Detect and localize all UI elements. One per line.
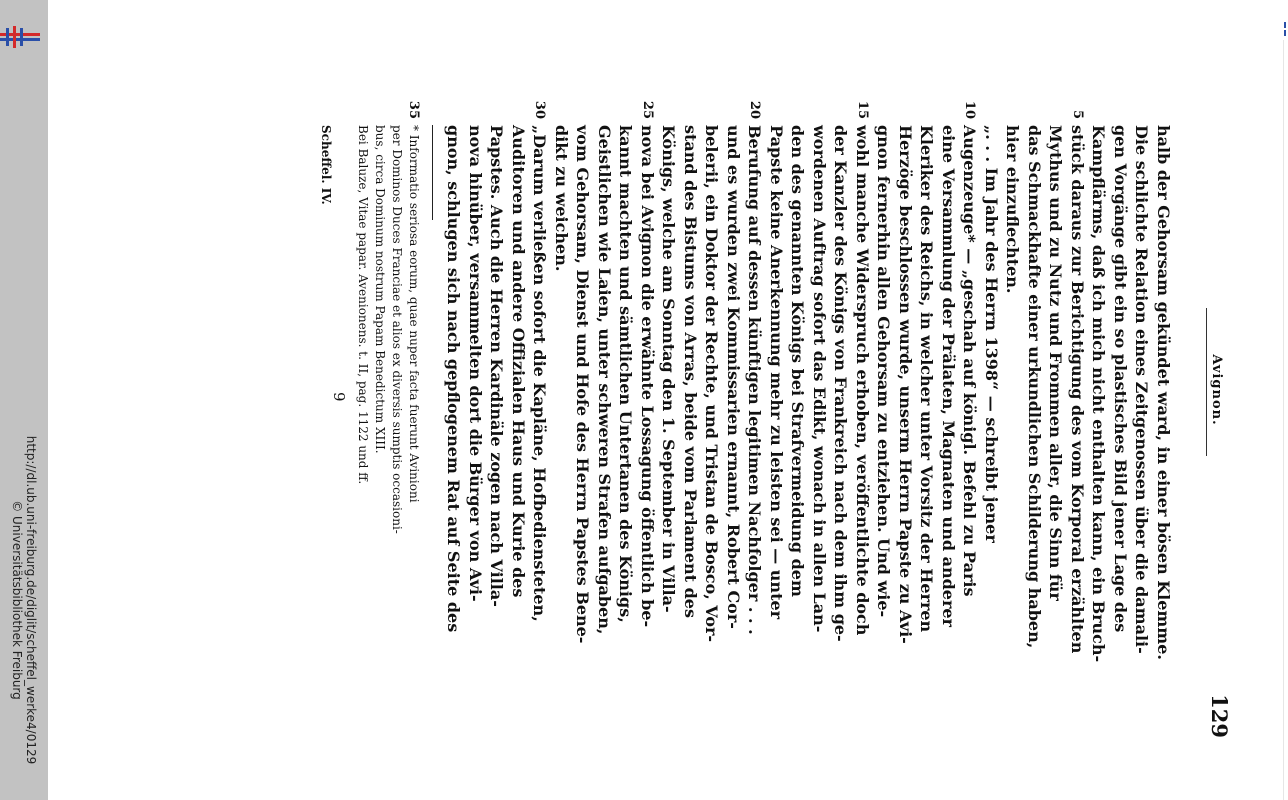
- text-line: [637, 100, 659, 725]
- viewer-source-text: [10, 436, 38, 765]
- line-text: wordenen Auftrag sofort das Edikt, wonach in allen Lan-: [810, 125, 829, 633]
- text-line: [1088, 125, 1110, 725]
- text-line: [354, 125, 371, 725]
- text-line: [388, 125, 405, 725]
- line-text: Auditoren und andere Offizialen Haus und Kurie des: [509, 125, 528, 598]
- text-line: [615, 125, 637, 725]
- line-text: gnon fernerhin allen Gehorsam zu entziehen. Und wie-: [874, 125, 894, 618]
- line-text: Mythus und zu Nutz und Frommen aller, die Sinn für: [1046, 125, 1066, 601]
- line-text: nova hinüber, versammelten dort die Bürger von Avi-: [466, 125, 485, 602]
- text-line: [981, 125, 1003, 725]
- line-text: Kampflärms, daß ich mich nicht enthalten kann, ein Bruch-: [1089, 125, 1109, 663]
- text-line: [744, 100, 766, 725]
- line-text: belerii, ein Doktor der Rechte, und Tristan de Bosco, Vor-: [702, 125, 722, 643]
- viewer-edge-line: [1283, 40, 1284, 800]
- line-text: „. . . Im Jahr des Herrn 1398“ — schreibt jener: [982, 125, 1001, 543]
- text-line: [895, 125, 917, 725]
- text-line: [405, 100, 422, 725]
- line-number: 30: [532, 100, 548, 119]
- line-text: gen Vorgänge gibt ein so plastisches Bild jener Lage des: [1111, 125, 1130, 633]
- text-line: [1045, 125, 1067, 725]
- line-text: bus, circa Dominum nostrum Papam Benedictum XIII.: [373, 125, 387, 454]
- text-line: [959, 100, 981, 725]
- line-number: 15: [855, 100, 870, 119]
- line-text: Bei Baluze, Vitae papar. Avenionens. t. II, pag. 1122 und ff.: [356, 125, 370, 485]
- text-line: [572, 125, 594, 725]
- line-number: 35: [406, 100, 421, 119]
- line-text: Papste keine Anerkennung mehr zu leisten sei — unter: [767, 125, 786, 620]
- page-number: 129: [1207, 694, 1232, 738]
- line-text: kannt machten und sämtlichen Untertanen des Königs,: [616, 125, 636, 623]
- line-text: Kleriker des Reichs, in welcher unter Vorsitz der Herren: [917, 125, 937, 633]
- text-line: [551, 125, 573, 725]
- line-number: 5: [1070, 109, 1085, 119]
- viewer-sidebar: [0, 0, 48, 800]
- line-text: Berufung auf dessen künftigen legitimen Nachfolger . . .: [745, 125, 765, 635]
- copyright-notice: © Universitätsbibliothek Freiburg: [10, 500, 24, 700]
- line-number: 10: [962, 100, 978, 119]
- text-line: [1002, 125, 1024, 725]
- text-line: [809, 125, 831, 725]
- line-text: Königs, welche am Sonntag den 1. September in Villa-: [659, 125, 679, 613]
- text-line: [701, 125, 723, 725]
- line-text: Augenzeuge* — „geschah auf königl. Befehl zu Paris: [960, 125, 980, 597]
- line-text: Herzöge beschlossen wurde, unserm Herrn Papste zu Avi-: [896, 125, 915, 644]
- signature-number: 9: [330, 392, 348, 402]
- text-line: [830, 125, 852, 725]
- line-text: den des genannten Königs bei Strafvermeidung dem: [788, 125, 808, 597]
- text-line: [594, 125, 616, 725]
- line-text: hier einzuflechten.: [1003, 125, 1023, 294]
- line-number: 25: [640, 100, 655, 119]
- text-line: [1110, 125, 1132, 725]
- line-text: Papstes. Auch die Herren Kardinäle zogen nach Villa-: [487, 125, 507, 607]
- line-text: nova bei Avignon die erwähnte Lossagung öffentlich be-: [638, 125, 657, 628]
- text-line: [1024, 125, 1046, 725]
- line-text: per Dominos Duces Franciae et alios ex diversis sumptis occasioni-: [390, 125, 404, 534]
- text-line: [508, 125, 530, 725]
- line-text: „Darum verließen sofort die Kapläne, Hofbediensteten,: [530, 125, 550, 622]
- text-line: [852, 100, 874, 725]
- text-line: [486, 125, 508, 725]
- line-text: eine Versammlung der Prälaten, Magnaten und anderer: [939, 125, 958, 627]
- line-text: das Schmackhafte einer urkundlichen Schilderung haben,: [1025, 125, 1044, 649]
- text-line: [766, 125, 788, 725]
- text-line: [1153, 125, 1175, 725]
- line-text: halb der Gehorsam gekündet ward, in einer bösen Klemme.: [1154, 125, 1173, 660]
- line-text: gnon, schlugen sich nach gepflogenem Rat auf Seite des: [444, 125, 464, 633]
- text-line: [873, 125, 895, 725]
- line-text: vom Gehorsam, Dienst und Hofe des Herrn Papstes Bene-: [573, 125, 593, 644]
- text-line: [723, 125, 745, 725]
- text-line: [916, 125, 938, 725]
- line-number: 20: [747, 100, 763, 119]
- footnote: [354, 100, 422, 725]
- scanned-page: [228, 40, 1238, 760]
- line-text: stand des Bistums von Arras, beide vom Parlament des: [681, 125, 700, 618]
- main-text: [443, 100, 1174, 725]
- text-line: [1131, 125, 1153, 725]
- line-text: der Kanzler des Königs von Frankreich nach dem ihm ge-: [831, 125, 851, 642]
- library-logo-icon: [0, 22, 40, 52]
- running-header: Avignon.: [1209, 354, 1224, 426]
- line-text: wohl manche Widerspruch erhoben, veröffentlichte doch: [853, 125, 872, 636]
- line-text: Geistlichen wie Laien, unter schweren Strafen aufgaben,: [595, 125, 614, 635]
- text-line: [658, 125, 680, 725]
- text-line: [787, 125, 809, 725]
- line-text: und es wurden zwei Kommissarien ernannt, Robert Cor-: [724, 125, 743, 629]
- header-rule: [1206, 308, 1207, 456]
- footnote-separator: [432, 125, 433, 220]
- text-line: [443, 125, 465, 725]
- line-text: stück daraus zur Berichtigung des vom Korporal erzählten: [1068, 125, 1087, 654]
- signature-mark: Scheffel. IV.: [319, 125, 333, 205]
- text-line: [938, 125, 960, 725]
- line-text: Die schlichte Relation eines Zeitgenossen über die damali-: [1132, 125, 1152, 654]
- line-text: dikt zu weichen.: [552, 125, 571, 272]
- text-line: [680, 125, 702, 725]
- line-text: * Informatio seriosa eorum, quae nuper facta fuerunt Avinioni: [407, 125, 421, 503]
- text-line: [529, 100, 551, 725]
- text-line: [465, 125, 487, 725]
- source-url[interactable]: http://dl.ub.uni-freiburg.de/diglit/scheffel_werke4/0129: [24, 435, 38, 765]
- text-line: [1067, 109, 1089, 725]
- text-line: [371, 125, 388, 725]
- edge-marker-icon: [1282, 22, 1288, 38]
- page-body: [354, 100, 1174, 725]
